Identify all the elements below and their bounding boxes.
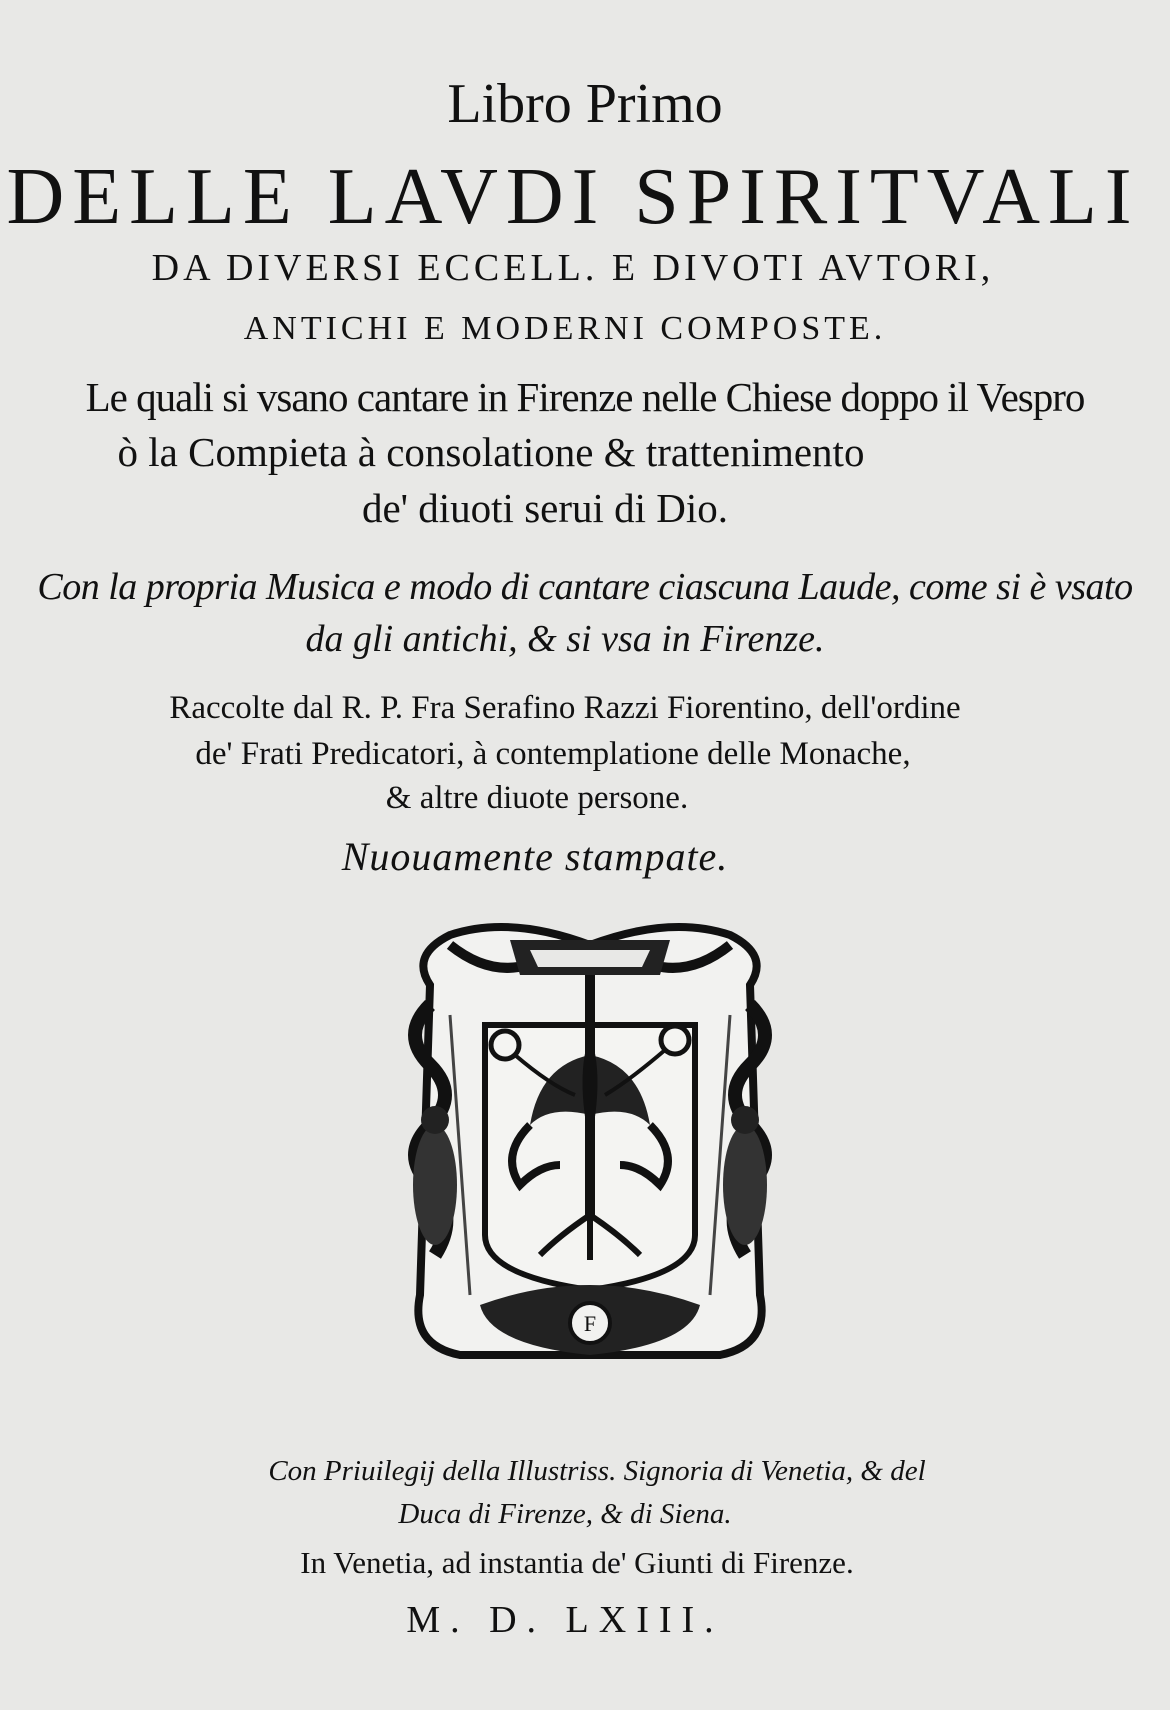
music-note-line-2: da gli antichi, & si vsa in Firenze. — [305, 618, 825, 660]
publication-date: M. D. LXIII. — [406, 1599, 724, 1641]
imprint-line: In Venetia, ad instantia de' Giunti di Firenze. — [300, 1545, 854, 1580]
privilege-line-2: Duca di Firenze, & di Siena. — [398, 1498, 732, 1530]
subtitle-line-1: DA DIVERSI ECCELL. E DIVOTI AVTORI, — [151, 247, 995, 289]
privilege-line-1: Con Priuilegij della Illustriss. Signoria di Venetia, & del — [268, 1455, 926, 1487]
newly-printed-line: Nuouamente stampate. — [341, 834, 729, 879]
svg-text:F: F — [583, 1311, 597, 1336]
libro-primo-heading: Libro Primo — [447, 73, 723, 135]
description-line-2: ò la Compieta à consolatione & trattenimento — [117, 429, 865, 475]
description-line-3: de' diuoti serui di Dio. — [361, 485, 729, 531]
music-note-line-1: Con la propria Musica e modo di cantare ciascuna Laude, come si è vsato — [37, 566, 1133, 608]
subtitle-line-2: ANTICHI E MODERNI COMPOSTE. — [243, 310, 887, 347]
main-title: DELLE LAVDI SPIRITVALI — [6, 153, 1140, 241]
compiler-line-3: & altre diuote persone. — [385, 780, 689, 816]
compiler-line-1: Raccolte dal R. P. Fra Serafino Razzi Fiorentino, dell'ordine — [169, 690, 961, 726]
compiler-line-2: de' Frati Predicatori, à contemplatione delle Monache, — [195, 736, 911, 772]
printer-device-lily-emblem-icon — [390, 915, 790, 1385]
description-line-1: Le quali si vsano cantare in Firenze nelle Chiese doppo il Vespro — [85, 374, 1085, 420]
